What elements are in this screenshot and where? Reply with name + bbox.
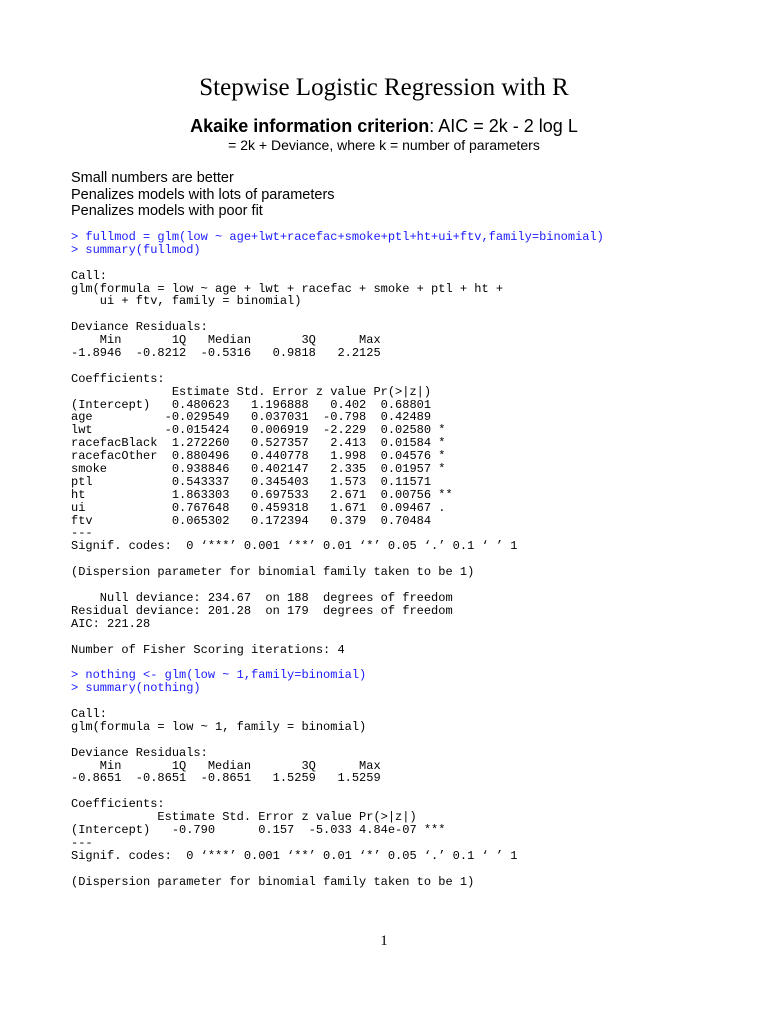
r-output-line: ui 0.767648 0.459318 1.671 0.09467 .: [71, 500, 446, 515]
r-output-line: (Dispersion parameter for binomial family taken to be 1): [71, 565, 475, 580]
aic-colon: :: [429, 116, 435, 136]
r-command-line: > summary(nothing): [71, 681, 201, 696]
r-output-line: [71, 695, 604, 708]
note-item: Penalizes models with lots of parameters: [71, 186, 335, 203]
r-output-line: smoke 0.938846 0.402147 2.335 0.01957 *: [71, 462, 446, 477]
r-output-line: [71, 579, 604, 592]
r-output-line: -1.8946 -0.8212 -0.5316 0.9818 2.2125: [71, 346, 381, 361]
r-output-line: ptl 0.543337 0.345403 1.573 0.11571: [71, 474, 432, 489]
r-output-line: Deviance Residuals:: [71, 320, 208, 335]
r-output-line: racefacBlack 1.272260 0.527357 2.413 0.01584 *: [71, 436, 446, 451]
r-output-line: age -0.029549 0.037031 -0.798 0.42489: [71, 410, 432, 425]
r-output-line: ---: [71, 526, 93, 541]
r-output-line: [71, 360, 604, 373]
r-output-line: (Dispersion parameter for binomial family taken to be 1): [71, 874, 475, 889]
r-output-line: Call:: [71, 268, 108, 283]
r-output-line: Residual deviance: 201.28 on 179 degrees of freedom: [71, 603, 453, 618]
r-output-line: ---: [71, 835, 93, 850]
r-output-line: Min 1Q Median 3Q Max: [71, 758, 381, 773]
r-output-line: [71, 863, 604, 876]
aic-notes: [71, 170, 335, 220]
aic-term: Akaike information criterion: [190, 116, 430, 136]
r-output-line: [71, 734, 604, 747]
r-output-line: Deviance Residuals:: [71, 745, 208, 760]
aic-formula: AIC = 2k - 2 log L: [434, 116, 578, 136]
r-output-line: -0.8651 -0.8651 -0.8651 1.5259 1.5259: [71, 771, 381, 786]
note-item: Penalizes models with poor fit: [71, 203, 263, 219]
r-output-line: (Intercept) -0.790 0.157 -5.033 4.84e-07 ***: [71, 822, 446, 837]
r-output-line: ht 1.863303 0.697533 2.671 0.00756 **: [71, 487, 453, 502]
r-output-line: [71, 631, 604, 644]
r-output-line: glm(formula = low ~ 1, family = binomial): [71, 719, 367, 734]
note-item: Small numbers are better: [71, 170, 234, 186]
r-output-line: lwt -0.015424 0.006919 -2.229 0.02580 *: [71, 423, 446, 438]
r-command-line: > nothing <- glm(low ~ 1,family=binomial): [71, 668, 367, 683]
r-output-line: Number of Fisher Scoring iterations: 4: [71, 642, 345, 657]
aic-definition: [0, 115, 768, 137]
r-output-line: Estimate Std. Error z value Pr(>|z|): [71, 810, 417, 825]
r-output-line: Call:: [71, 706, 108, 721]
page-title: Stepwise Logistic Regression with R: [199, 74, 569, 101]
r-output-line: AIC: 221.28: [71, 616, 151, 631]
r-output-line: glm(formula = low ~ age + lwt + racefac + smoke + ptl + ht +: [71, 281, 504, 296]
r-output-line: Coefficients:: [71, 797, 165, 812]
r-output-line: (Intercept) 0.480623 1.196888 0.402 0.68801: [71, 397, 432, 412]
r-output-line: Null deviance: 234.67 on 188 degrees of freedom: [71, 590, 453, 605]
r-console-output: [71, 231, 604, 888]
r-output-line: Coefficients:: [71, 371, 165, 386]
r-command-line: > summary(fullmod): [71, 242, 201, 257]
r-output-line: racefacOther 0.880496 0.440778 1.998 0.04576 *: [71, 449, 446, 464]
r-output-line: Min 1Q Median 3Q Max: [71, 333, 381, 348]
r-output-line: ftv 0.065302 0.172394 0.379 0.70484: [71, 513, 432, 528]
r-output-line: Signif. codes: 0 ‘***’ 0.001 ‘**’ 0.01 ‘*’ 0.05 ‘.’ 0.1 ‘ ’ 1: [71, 848, 518, 863]
aic-subformula: = 2k + Deviance, where k = number of parameters: [228, 137, 540, 153]
r-output-line: Signif. codes: 0 ‘***’ 0.001 ‘**’ 0.01 ‘*’ 0.05 ‘.’ 0.1 ‘ ’ 1: [71, 539, 518, 554]
r-command-line: > fullmod = glm(low ~ age+lwt+racefac+smoke+ptl+ht+ui+ftv,family=binomial): [71, 230, 604, 244]
r-output-line: ui + ftv, family = binomial): [71, 294, 302, 309]
page-number: 1: [380, 933, 388, 949]
r-output-line: Estimate Std. Error z value Pr(>|z|): [71, 384, 432, 399]
r-output-line: [71, 257, 604, 270]
